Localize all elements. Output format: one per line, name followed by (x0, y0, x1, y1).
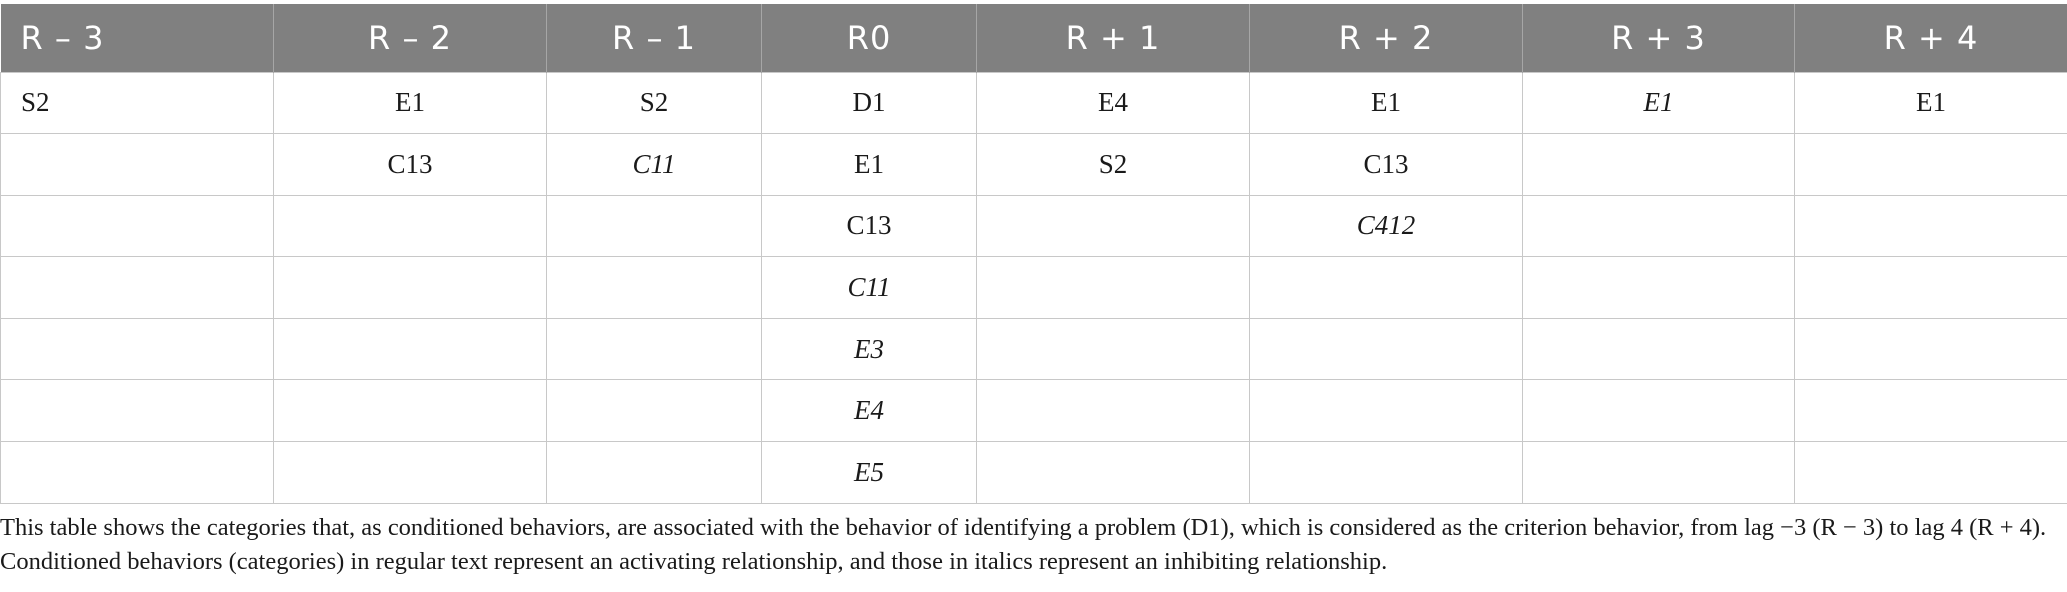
table-cell: E3 (762, 318, 977, 380)
table-cell (1, 134, 274, 196)
table-cell: S2 (1, 72, 274, 134)
table-cell: C13 (274, 134, 547, 196)
table-cell (1250, 380, 1523, 442)
table-cell: C11 (762, 257, 977, 319)
table-row (1, 257, 2067, 319)
column-header: R0 (762, 4, 977, 72)
table-cell (1523, 257, 1795, 319)
table-cell (1795, 318, 2067, 380)
table-cell (274, 380, 547, 442)
table-cell: E1 (274, 72, 547, 134)
table-cell (977, 257, 1250, 319)
table-cell (1250, 442, 1523, 504)
table-cell: E1 (1250, 72, 1523, 134)
table-cell: E1 (1795, 72, 2067, 134)
column-header: R + 1 (977, 4, 1250, 72)
table-row (1, 134, 2067, 196)
table-header (1, 4, 2067, 72)
table-cell (274, 195, 547, 257)
table-cell (1523, 380, 1795, 442)
table-cell (1, 380, 274, 442)
column-header: R + 2 (1250, 4, 1523, 72)
table-cell: S2 (977, 134, 1250, 196)
table-cell (1250, 257, 1523, 319)
table-cell: D1 (762, 72, 977, 134)
table-cell (977, 380, 1250, 442)
table-row (1, 380, 2067, 442)
table-cell (1795, 134, 2067, 196)
table-row (1, 195, 2067, 257)
table-cell: E1 (1523, 72, 1795, 134)
table-cell (1523, 195, 1795, 257)
table-cell: C412 (1250, 195, 1523, 257)
table-cell (977, 318, 1250, 380)
column-header: R – 1 (547, 4, 762, 72)
table-cell (1, 318, 274, 380)
table-cell (1, 257, 274, 319)
column-header: R – 2 (274, 4, 547, 72)
table-cell (547, 257, 762, 319)
table-cell (1250, 318, 1523, 380)
table-cell (1523, 318, 1795, 380)
table-footnote: This table shows the categories that, as conditioned behaviors, are associated with the behavior of identifying a problem (D1), which is considered as the criterion behavior, from lag −3 (R − 3) to lag 4 (R + 4). Conditioned behaviors (categories) in regular text represent an activating relationship, and those in italics represent an inhibiting relationship. (0, 514, 2047, 575)
table-cell (274, 442, 547, 504)
table-cell (1795, 195, 2067, 257)
table-cell (1, 195, 274, 257)
table-cell: E5 (762, 442, 977, 504)
table-cell (547, 442, 762, 504)
table-cell (547, 195, 762, 257)
table-row (1, 442, 2067, 504)
table-cell (977, 442, 1250, 504)
column-header: R + 4 (1795, 4, 2067, 72)
table-cell (547, 380, 762, 442)
table-cell: C13 (762, 195, 977, 257)
table-cell (977, 195, 1250, 257)
table-cell: E4 (762, 380, 977, 442)
table-cell: S2 (547, 72, 762, 134)
table-cell: C13 (1250, 134, 1523, 196)
table-cell: E1 (762, 134, 977, 196)
table-cell (1795, 257, 2067, 319)
table-cell (1523, 134, 1795, 196)
table-row (1, 318, 2067, 380)
table-cell: C11 (547, 134, 762, 196)
table-cell (1523, 442, 1795, 504)
table-cell (547, 318, 762, 380)
column-header: R + 3 (1523, 4, 1795, 72)
table-cell (1795, 380, 2067, 442)
table-cell (1795, 442, 2067, 504)
table-cell (274, 318, 547, 380)
table-body (1, 72, 2067, 503)
table-cell (274, 257, 547, 319)
lag-table-container (0, 4, 2067, 504)
table-cell (1, 442, 274, 504)
column-header: R – 3 (1, 4, 274, 72)
table-row (1, 72, 2067, 134)
header-row (1, 4, 2067, 72)
lag-table (0, 4, 2067, 504)
table-cell: E4 (977, 72, 1250, 134)
